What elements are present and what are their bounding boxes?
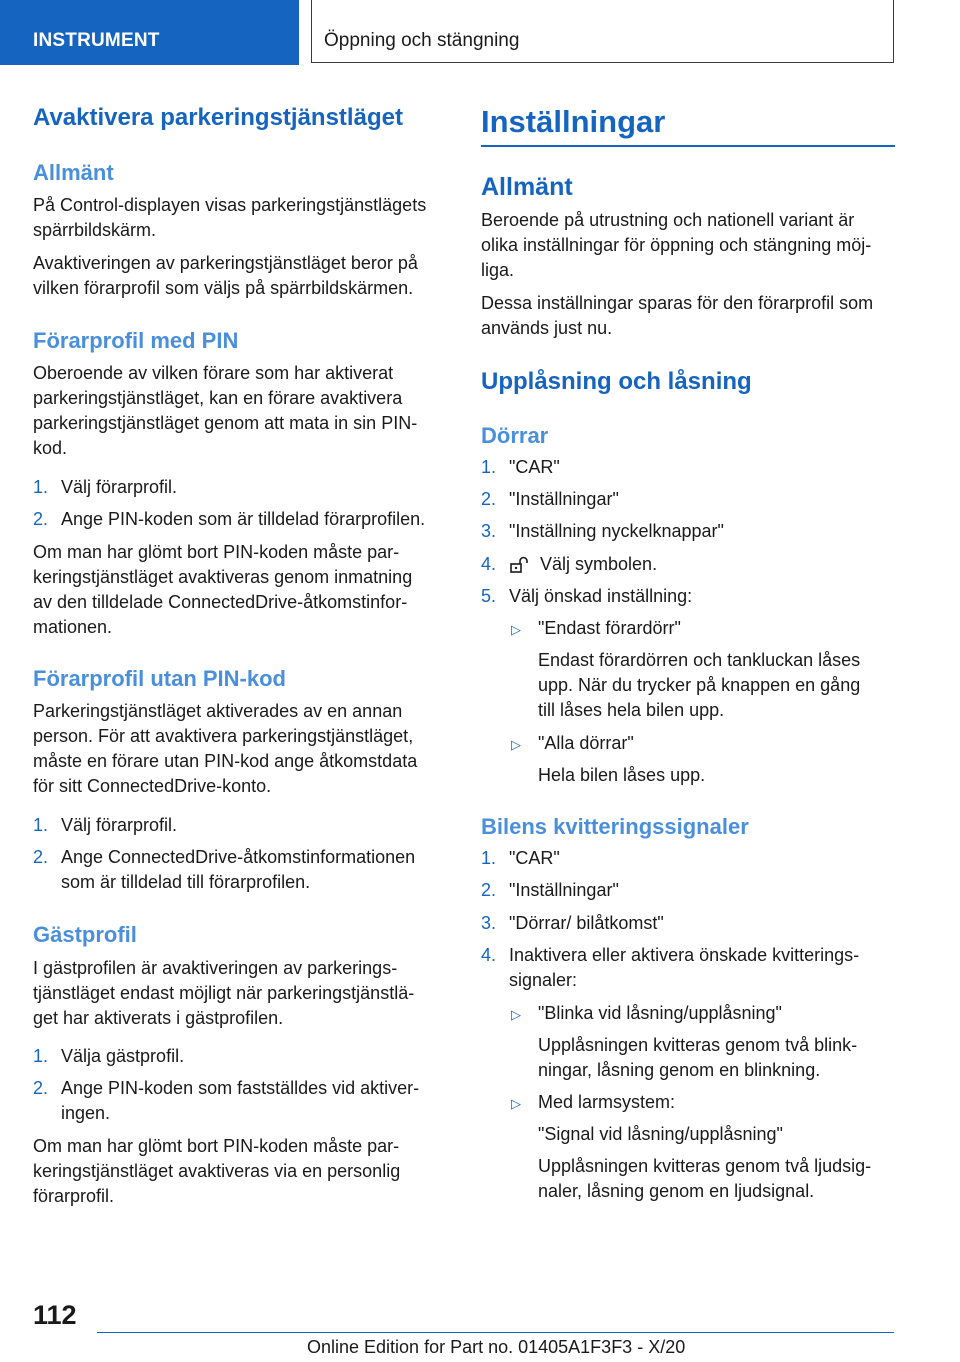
paragraph: Avaktiveringen av parkeringstjänstläget beror på vilken förarprofil som väljs på spärrbildskärmen. xyxy=(33,253,418,298)
triangle-bullet-icon: ▷ xyxy=(511,622,521,637)
paragraph: På Control-displayen visas parkeringstjänstlägets spärrbildskärm. xyxy=(33,195,427,240)
step-text: Välj symbolen. xyxy=(540,554,658,574)
paragraph: Parkeringstjänstläget aktiverades av en annan person. För att avaktivera parkeringstjänstläget, måste en förare utan PIN-kod ange åtkomstdata för sitt ConnectedDrive-konto. xyxy=(33,701,418,796)
paragraph: Om man har glömt bort PIN-koden måste par- keringstjänstläget avaktiveras via en personlig förarprofil. xyxy=(33,1136,401,1206)
triangle-bullet-icon: ▷ xyxy=(511,1096,521,1111)
paragraph: Dessa inställningar sparas för den förarprofil som används just nu. xyxy=(481,293,874,338)
footer-divider xyxy=(97,1332,894,1333)
header-section-tab xyxy=(0,0,299,65)
paragraph: Beroende på utrustning och nationell variant är olika inställningar för öppning och stängning möj- liga. xyxy=(481,210,872,280)
triangle-bullet-icon: ▷ xyxy=(511,1007,521,1022)
triangle-bullet-icon: ▷ xyxy=(511,737,521,752)
heading-doors: Dörrar xyxy=(481,423,549,448)
page-number: 112 xyxy=(33,1300,77,1330)
unlocked-padlock-icon xyxy=(509,555,529,575)
header-section-label: INSTRUMENT xyxy=(33,30,160,51)
title-divider xyxy=(481,145,895,147)
heading-allmant-right: Allmänt xyxy=(481,173,573,201)
heading-profile-pin: Förarprofil med PIN xyxy=(33,328,239,353)
paragraph: Om man har glömt bort PIN-koden måste par- keringstjänstläget avaktiveras genom inmatning av den tilldelade ConnectedDrive-åtkomstinfor- mationen. xyxy=(33,542,413,637)
heading-allmant-left: Allmänt xyxy=(33,160,114,185)
section-title-deactivate: Avaktivera parkeringstjänstläget xyxy=(33,104,403,131)
header-chapter-label: Öppning och stängning xyxy=(324,30,520,51)
heading-unlock-lock: Upplåsning och låsning xyxy=(481,368,752,395)
section-title-settings: Inställningar xyxy=(481,104,666,139)
footer-edition: Online Edition for Part no. 01405A1F3F3 - X/20 xyxy=(307,1337,686,1357)
paragraph: Oberoende av vilken förare som har aktiverat parkeringstjänstläget, kan en förare avaktivera parkeringstjänstläget genom att mata in sin PIN- kod. xyxy=(33,363,418,458)
heading-profile-no-pin: Förarprofil utan PIN-kod xyxy=(33,666,286,691)
paragraph: I gästprofilen är avaktiveringen av parkerings- tjänstläget endast möjligt när parkeringstjänstlä- get har aktiverats i gästprofilen. xyxy=(33,958,415,1028)
header-chapter-box xyxy=(311,0,894,63)
heading-guest-profile: Gästprofil xyxy=(33,922,137,947)
heading-confirmation-signals: Bilens kvitteringssignaler xyxy=(481,814,749,839)
